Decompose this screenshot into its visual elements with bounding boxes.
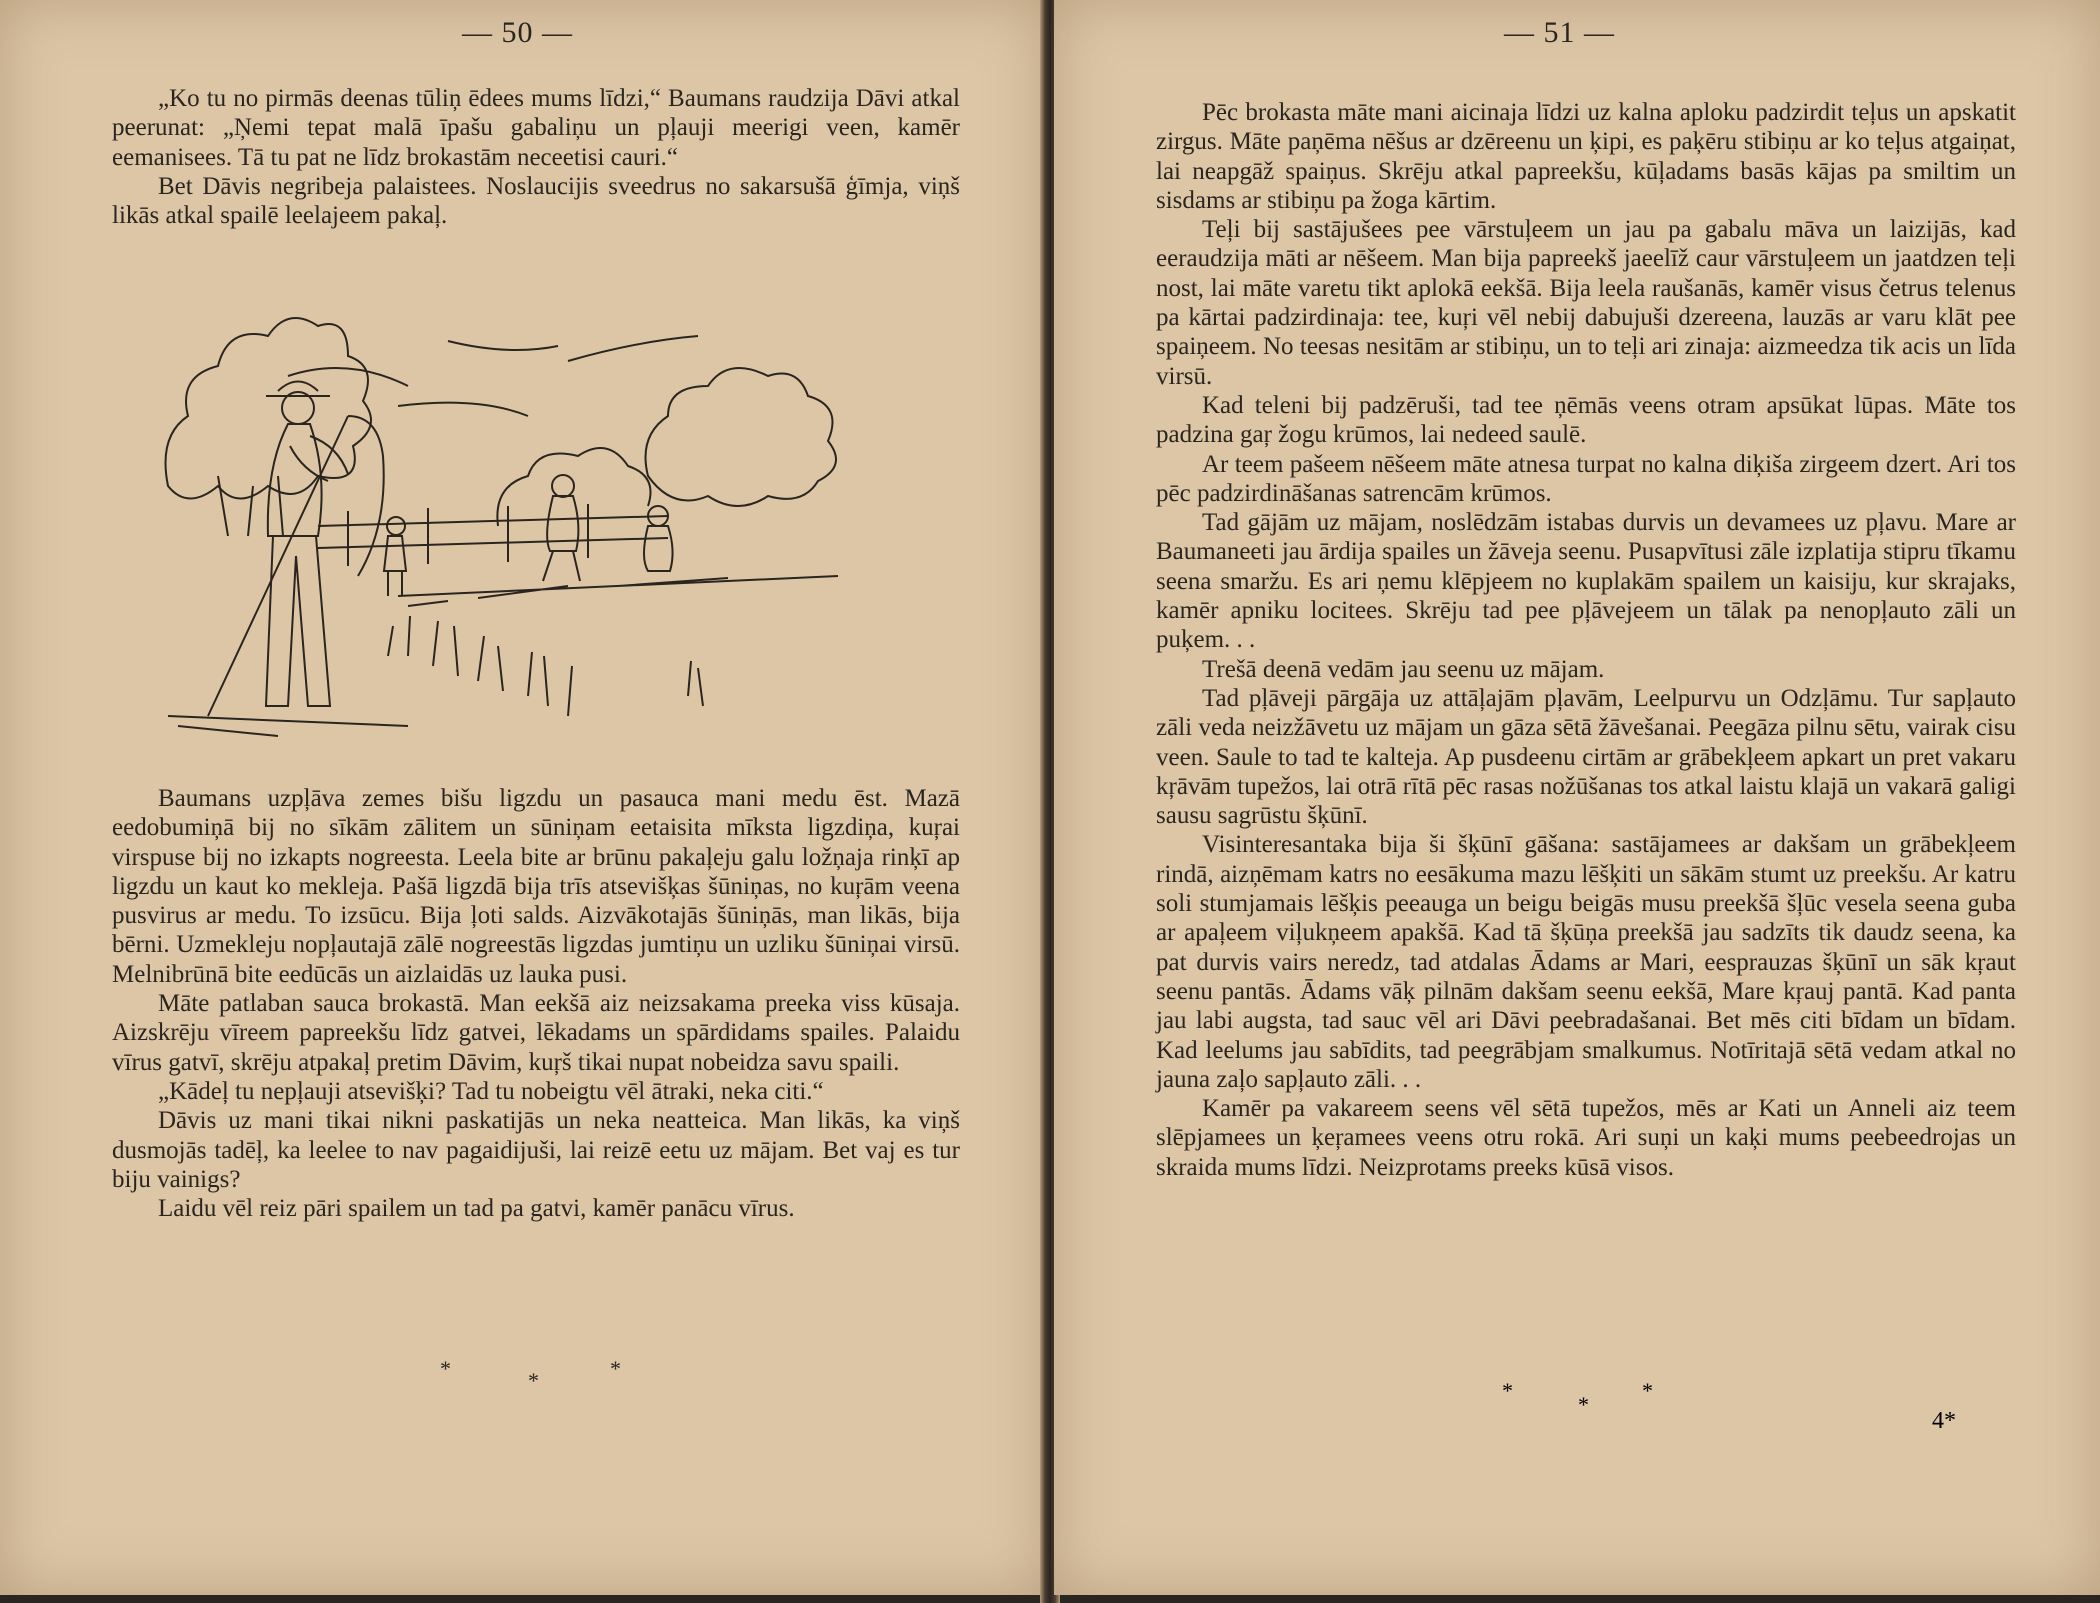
section-break xyxy=(1502,1378,1702,1418)
paragraph: Bet Dāvis negribeja palaistees. Noslaucijis sveedrus no sakarsušā ģīmja, viņš likās atkal spailē leelajeem pakaļ. xyxy=(112,172,960,230)
paragraph: Trešā deenā vedām jau seenu uz mājam. xyxy=(1202,655,1605,683)
paragraph: Pēc brokasta māte mani aicinaja līdzi uz kalna aploku padzirdit teļus un apskatit zirgus. Māte paņēma nēšus ar dzēreenu un ķipi, es paķēru stibiņu ar ko teļus atgaiņat, lai neapgāž spaiņus. Skrēju atkal papreekšu, kūļadams basās kājas pa smiltim un sisdams ar stibiņu pa žoga kārtim. xyxy=(1156,99,2016,214)
paragraph: Baumans uzpļāva zemes bišu ligzdu un pasauca mani medu ēst. Mazā eedobumiņā bij no sīkām zālitem un sūniņam eetaisita mīksta ligzdiņa, kuŗai virspuse bij no izkapts nogreesta. Leela bite ar brūnu pakaļeju galu ložņaja rinķī ap ligzdu un kaut ko mekleja. Pašā ligzdā bija trīs atsevišķas šūniņas, no kuŗām veena pusvirus ar medu. To izsūcu. Bija ļoti salds. Aizvākotajās šūniņās, man likās, bija bērni. Uzmekleju nopļautajā zālē nogreestās ligzdas jumtiņu un uzliku šūniņai virsū. Melnibrūnā bite eedūcās un aizlaidās uz lauka pusi. xyxy=(112,785,960,988)
paragraph: „Kādeļ tu nepļauji atsevišķi? Tad tu nobeigtu vēl ātraki, neka citi.“ xyxy=(158,1077,824,1105)
page-number: — 51 — xyxy=(1504,16,1615,49)
asterisk: * xyxy=(610,1356,621,1381)
paragraph: Visinteresantaka bija ši šķūnī gāšana: sastājamees ar dakšam un grābekļeem rindā, aizņēmam katrs no eesākuma mazu lēšķiti un sākām stumt uz preekšu. Ar katru soli stumjamais lēšķis peeauga un beigu beigās musu preekšā šļūc vesela seena guba ar apaļeem viļukņeem apakšā. Kad tā šķūņa preekšā jau sadzīts tik daudz seena, ka pat durvis vairs neredz, tad atdalas Ādams ar Mari, eesprauzas šķūnī un sāk kŗaut seenu pantās. Ādams vāķ pilnām dakšam seenu eekšā, Mare kŗauj pantā. Kad panta jau labi augsta, tad sauc vēl ari Dāvi peebradašanai. Bet mēs citi bīdam un bīdam. Kad leelums jau sabīdits, tad peegrābjam smalkumus. Notīritajā sētā vedam atkal no jauna zaļo sapļauto zāli. . . xyxy=(1156,831,2016,1093)
paragraph: Kad teleni bij padzēruši, tad tee ņēmās veens otram apsūkat lūpas. Māte tos padzina gaŗ žogu krūmos, lai nedeed saulē. xyxy=(1156,391,2016,449)
paragraph: Ar teem pašeem nēšeem māte atnesa turpat no kalna diķiša zirgeem dzert. Ari tos pēc padzirdināšanas satrencām krūmos. xyxy=(1156,450,2016,507)
paragraph: Dāvis uz mani tikai nikni paskatijās un neka neatteica. Man likās, ka viņš dusmojās tadēļ, ka leelee to nav pagaidijuši, lai reizē eetu uz mājam. Bet vaj es tur biju vainigs? xyxy=(112,1107,960,1193)
section-break xyxy=(440,1356,650,1396)
paragraph: „Ko tu no pirmās deenas tūliņ ēdees mums līdzi,“ Baumans raudzija Dāvi atkal peerunat: „Ņemi tepat malā īpašu gabaliņu un pļauji meerigi veen, kamēr eemanisees. Tā tu pat ne līdz brokastām neceetisi cauri.“ xyxy=(112,85,960,171)
paragraph: Kamēr pa vakareem seens vēl sētā tupežos, mēs ar Kati un Anneli aiz teem slēpjamees un ķeŗamees veens otru rokā. Ari suņi un kaķi mums peebeedrojas un skraida mums līdzi. Neizprotams preeks kūsā visos. xyxy=(1156,1095,2016,1181)
right-page xyxy=(1054,0,2100,1595)
text-block-top xyxy=(112,84,960,230)
asterisk: * xyxy=(440,1356,451,1381)
page-number: — 50 — xyxy=(462,16,573,49)
paragraph: Laidu vēl reiz pāri spailem un tad pa gatvi, kamēr panācu vīrus. xyxy=(158,1195,795,1223)
asterisk: * xyxy=(1642,1378,1653,1403)
text-block xyxy=(1156,98,2016,1182)
paragraph: Māte patlaban sauca brokastā. Man eekšā aiz neizsakama preeka viss kūsaja. Aizskrēju vīreem papreekšu līdz gatvei, lēkadams un spārdidams spailes. Palaidu vīrus gatvī, skrēju atpakaļ pretim Dāvim, kuŗš tikai nupat nobeidza savu spaili. xyxy=(112,990,960,1076)
paragraph: Tad pļāveji pārgāja uz attāļajām pļavām, Leelpurvu un Odzļāmu. Tur sapļauto zāli veda neizžāvetu uz mājam un gāza sētā žāvešanai. Peegāza pilnu sētu, vairak cisu veen. Saule to tad te kalteja. Ap pusdeenu cirtām ar grābekļeem apkart un pret vakaru kŗāvām tupežos, lai otrā rītā pēc rasas nožūšanas tos atkal laistu klajā un vakarā galigi sausu sagrūstu šķūnī. xyxy=(1156,684,2016,830)
asterisk: * xyxy=(1578,1392,1589,1417)
signature-mark: 4* xyxy=(1932,1408,1956,1434)
paragraph: Tad gājām uz mājam, noslēdzām istabas durvis un devamees uz pļavu. Mare ar Baumaneeti jau ārdija spailes un žāveja seenu. Pusapvītusi zāle izplatija stipru tīkamu seena smaržu. Es ari ņemu klēpjeem no kuplakām spailem un kaisiju, kur skrajaks, kamēr apniku locitees. Skrēju tad pee pļāvejeem un tālak pa nenopļauto zāli un puķem. . . xyxy=(1156,509,2016,654)
paragraph: Teļi bij sastājušees pee vārstuļeem un jau pa gabalu māva un laizijās, kad eeraudzija māti ar nēšeem. Man bija papreekš jaeelīž caur vārstuļeem un jaatdzen teļi nost, lai māte varetu tikt aplokā eekšā. Bija leela raušanās, kamēr visus četrus telenus pa kārtai padzirdinaja: tee, kuŗi vēl nebij dabujuši dzereena, lauzās ar varu klāt pee spaiņeem. No teesas nesitām ar stibiņu, un to teļi ari zinaja: aizmeedza tik acis un līda virsū. xyxy=(1156,216,2016,390)
asterisk: * xyxy=(528,1368,539,1393)
left-page xyxy=(0,0,1046,1595)
text-block-bottom xyxy=(112,784,960,1223)
asterisk: * xyxy=(1502,1378,1513,1403)
haymaking-scene-illustration xyxy=(148,296,910,766)
